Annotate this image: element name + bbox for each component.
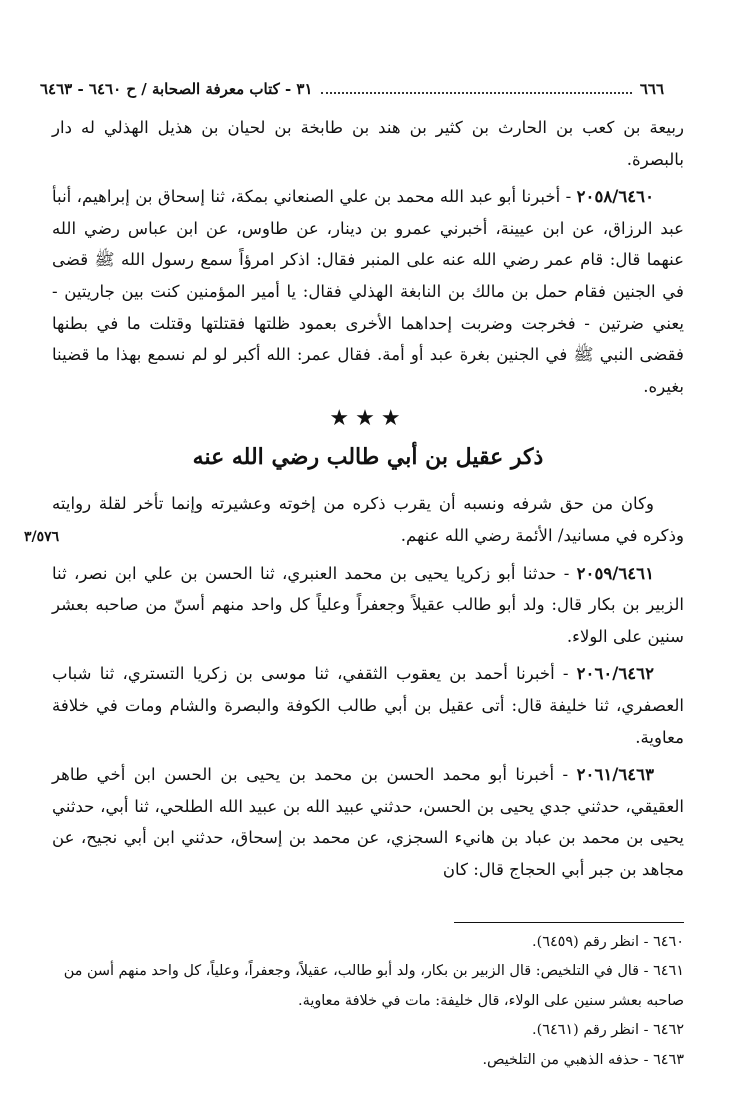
hadith-number: ٢٠٦٠/٦٤٦٢ — [576, 663, 654, 684]
page-number: ٦٦٦ — [639, 80, 664, 98]
footnote: ٦٤٦٠ - انظر رقم (٦٤٥٩). — [532, 934, 684, 950]
section-intro — [24, 488, 684, 551]
footnote: ٦٤٦٣ - حذفه الذهبي من التلخيص. — [482, 1051, 684, 1068]
section-separator: ★★★ — [329, 406, 407, 432]
hadith-text: - حدثنا أبو زكريا يحيى بن محمد العنبري، ثنا الحسن بن علي ابن نصر، ثنا الزبير بن بكار قال: ولد أبو طالب عقيلاً وجعفراً وعلياً كل واحد منهم أسنّ من صاحبه بعشر سنين على الولاء. — [52, 563, 684, 646]
hadith-number: ٢٠٥٨/٦٤٦٠ — [576, 186, 654, 207]
footnote-divider — [454, 922, 684, 923]
hadith-6461 — [52, 558, 684, 653]
page-body — [24, 112, 684, 885]
hadith-6460 — [52, 181, 684, 402]
section-intro-text: وكان من حق شرفه ونسبه أن يقرب ذكره من إخوته وعشيرته وإنما تأخر لقلة روايته وذكره في مسانيد/ الأئمة رضي الله عنهم. — [52, 494, 684, 545]
hadith-text: - أخبرنا أحمد بن يعقوب الثقفي، ثنا موسى بن زكريا التستري، ثنا شباب العصفري، ثنا خليفة قال: أتى عقيل بن أبي طالب الكوفة والبصرة والشام ومات في خلافة معاوية. — [52, 664, 684, 747]
running-header — [40, 80, 664, 98]
hadith-text: - أخبرنا أبو عبد الله محمد بن علي الصنعاني بمكة، ثنا إسحاق بن إبراهيم، أنبأ عبد الرزاق، عن ابن عيينة، أخبرني عمرو بن دينار، عن طاوس، عن ابن عباس رضي الله عنهما قال: قام عمر رضي الله عنه على المنبر فقال: اذكر امرؤاً سمع رسول الله ﷺ قضى في الجنين فقام حمل بن مالك بن النابغة الهذلي فقال: يا أمير المؤمنين كنت بين جاريتين - يعني ضرتين - فخرجت وضربت إحداهما الأخرى بعمود ظلتها فقتلتها وقتلت ما في بطنها فقضى النبي ﷺ في الجنين بغرة عبد أو أمة. فقال عمر: الله أكبر لو لم نسمع بهذا ما قضينا بغيره. — [52, 187, 684, 396]
hadith-6463 — [52, 759, 684, 885]
footnote: ٦٤٦٢ - انظر رقم (٦٤٦١). — [532, 1022, 684, 1039]
footnote: ٦٤٦١ - قال في التلخيص: قال الزبير بن بكار، ولد أبو طالب، عقيلاً، وجعفراً، وعلياً، كل واحد منهم أسن من صاحبه بعشر سنين على الولاء، قال خليفة: مات في خلافة معاوية. — [63, 963, 684, 1009]
hadith-number: ٢٠٦١/٦٤٦٣ — [576, 764, 654, 785]
intro-paragraph: ربيعة بن كعب بن الحارث بن كثير بن هند بن طابخة بن لحيان بن هذيل الهذلي له دار بالبصرة. — [52, 118, 684, 169]
section-heading: ذكر عقيل بن أبي طالب رضي الله عنه — [192, 444, 544, 471]
hadith-6462 — [52, 658, 684, 753]
hadith-text: - أخبرنا أبو محمد الحسن بن محمد بن يحيى بن الحسن ابن أخي طاهر العقيقي، حدثني جدي يحيى بن الحسن، حدثني عبيد الله بن عبيد الله الطلحي، ثنا أبي، حدثني يحيى بن محمد بن عباد بن هانيء السجزي، عن محمد بن إسحاق، حدثني ابن أبي نجيح، عن مجاهد بن جبر أبي الحجاج قال: كان — [52, 765, 684, 879]
margin-volume-page-ref: ٣/٥٧٦ — [24, 529, 60, 546]
hadith-number: ٢٠٥٩/٦٤٦١ — [576, 562, 654, 583]
header-leader-dots — [321, 91, 632, 94]
running-title: ٣١ - كتاب معرفة الصحابة / ح ٦٤٦٠ - ٦٤٦٣ — [40, 80, 313, 98]
footnotes — [48, 928, 684, 1075]
